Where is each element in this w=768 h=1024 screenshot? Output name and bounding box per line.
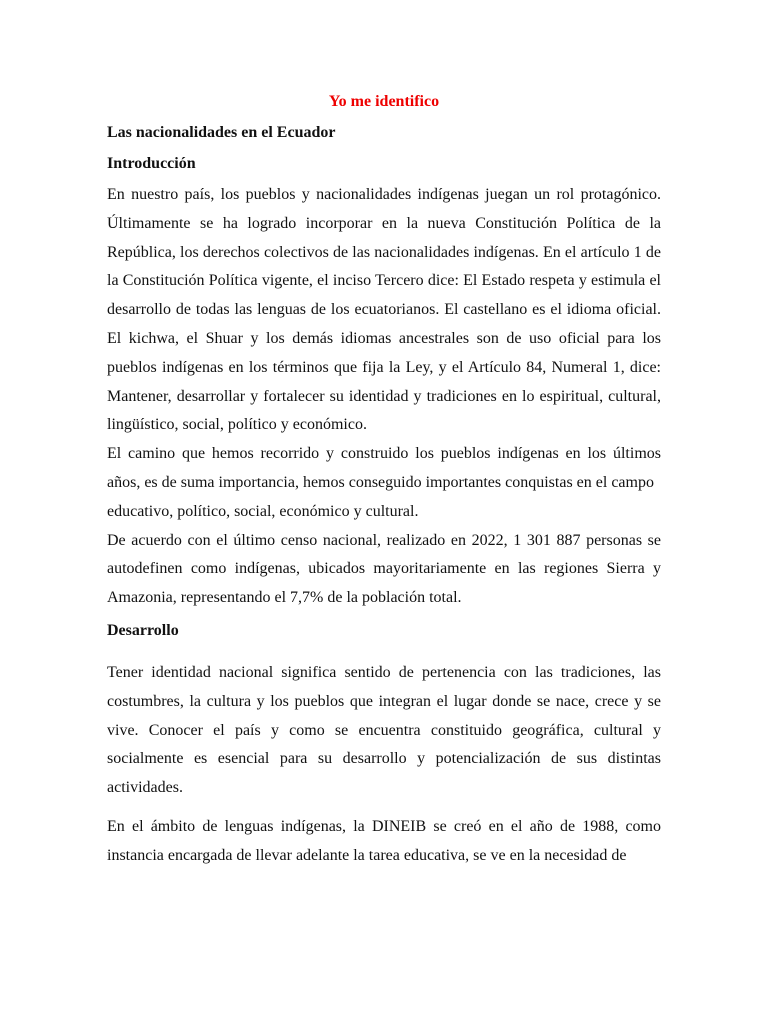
document-title: Yo me identifico [328,93,440,110]
document-subtitle: Las nacionalidades en el Ecuador [107,124,336,141]
intro-paragraph-2a: El camino que hemos recorrido y construido los pueblos indígenas en los últimos años, es de suma importancia, hemos conseguido importantes conquistas en el campo [107,445,661,491]
development-paragraph-1: Tener identidad nacional significa sentido de pertenencia con las tradiciones, las costumbres, la cultura y los pueblos que integran el lugar donde se nace, crece y se vive. Conocer el país y como se encuentra constituido geográfica, cultural y socialmente es esencial para su desarrollo y potencialización de sus distintas actividades. [107,663,661,797]
intro-paragraph-2b: educativo, político, social, económico y cultural. [107,502,419,520]
document-page [107,88,661,871]
intro-paragraph-1: En nuestro país, los pueblos y nacionalidades indígenas juegan un rol protagónico. Últimamente se ha logrado incorporar en la nueva Constitución Política de la República, los derechos colectivos de las nacionalidades indígenas. En el artículo 1 de la Constitución Política vigente, el inciso Tercero dice: El Estado respeta y estimula el desarrollo de todas las lenguas de los ecuatorianos. El castellano es el idioma oficial. El kichwa, el Shuar y los demás idiomas ancestrales son de uso oficial para los pueblos indígenas en los términos que fija la Ley, y el Artículo 84, Numeral 1, dice: Mantener, desarrollar y fortalecer su identidad y tradiciones en lo espiritual, cultural, lingüístico, social, político y económico. [107,186,661,434]
development-paragraph-2: En el ámbito de lenguas indígenas, la DINEIB se creó en el año de 1988, como instancia encargada de llevar adelante la tarea educativa, se ve en la necesidad de [107,817,661,864]
development-heading: Desarrollo [107,621,179,639]
intro-paragraph-3: De acuerdo con el último censo nacional, realizado en 2022, 1 301 887 personas se autodefinen como indígenas, ubicados mayoritariamente en las regiones Sierra y Amazonia, representando el 7,7% de la población total. [107,531,661,607]
intro-heading: Introducción [107,155,196,172]
